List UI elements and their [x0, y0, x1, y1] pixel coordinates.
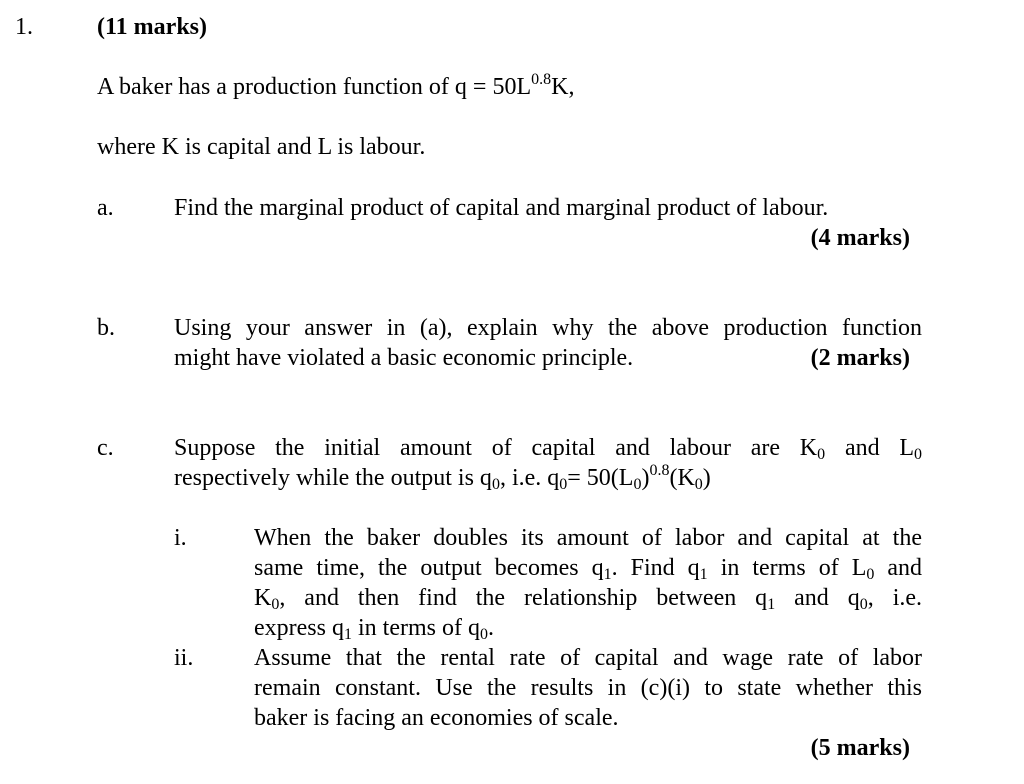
part-c-marks: (5 marks) [810, 735, 910, 761]
part-c-text: ) [641, 465, 650, 491]
part-c-ii-line-3: baker is facing an economies of scale. [254, 705, 619, 731]
part-b-line-1: Using your answer in (a), explain why the above production function [174, 315, 922, 341]
subscript: 0 [559, 476, 568, 493]
question-number: 1. [15, 14, 33, 40]
intro-text: A baker has a production function of q = 50L [97, 74, 532, 100]
exponent: 0.8 [649, 462, 670, 479]
subscript: 0 [479, 626, 488, 643]
part-c-i-line-3 [254, 583, 922, 616]
subscript: 0 [694, 476, 703, 493]
part-c-i-line-2 [254, 553, 922, 586]
part-c-text: = 50(L [567, 465, 634, 491]
subscript: 1 [343, 626, 352, 643]
subscript: 0 [491, 476, 500, 493]
part-a-label: a. [97, 195, 114, 221]
intro-line-1 [97, 72, 574, 105]
subscript: 0 [914, 446, 923, 463]
subscript: 1 [699, 566, 708, 583]
part-c-i-text: . Find q [611, 555, 700, 581]
part-c-i-text: in terms of q [357, 615, 480, 641]
part-a-text: Find the marginal product of capital and marginal product of labour. [174, 195, 829, 221]
subscript: 0 [271, 596, 280, 613]
intro-line-2: where K is capital and L is labour. [97, 134, 426, 160]
part-b-label: b. [97, 315, 115, 341]
part-c-i-text: same time, the output becomes q [254, 555, 604, 581]
part-c-ii-line-2: remain constant. Use the results in (c)(i) to state whether this [254, 675, 922, 701]
part-c-text-a: Suppose the initial amount of capital and labour are K [174, 435, 818, 461]
subscript: 1 [767, 596, 776, 613]
part-c-i-line-4 [254, 613, 494, 646]
part-c-i-text: , and then find the relationship between q [279, 585, 768, 611]
question-marks: (11 marks) [97, 14, 207, 40]
part-b-line-2: might have violated a basic economic principle. [174, 345, 634, 371]
part-c-i-line-1: When the baker doubles its amount of labor and capital at the [254, 525, 922, 551]
subscript: 0 [633, 476, 642, 493]
part-c-text-b: and L [844, 435, 915, 461]
part-c-ii-label: ii. [174, 645, 194, 671]
part-c-ii-line-1: Assume that the rental rate of capital and wage rate of labor [254, 645, 922, 671]
part-c-text: respectively while the output is q [174, 465, 492, 491]
part-c-i-text: and [887, 555, 923, 581]
part-c-line-2 [174, 463, 711, 496]
intro-exponent: 0.8 [531, 71, 552, 88]
part-a-marks: (4 marks) [810, 225, 910, 251]
part-c-i-text: in terms of L [720, 555, 867, 581]
subscript: 0 [859, 596, 868, 613]
part-c-i-text: , i.e. [867, 585, 923, 611]
part-b-marks: (2 marks) [810, 345, 910, 371]
part-c-text: ) [702, 465, 711, 491]
part-c-text: (K [669, 465, 695, 491]
part-c-i-label: i. [174, 525, 187, 551]
subscript: 1 [603, 566, 612, 583]
part-c-text: , i.e. q [499, 465, 560, 491]
part-c-label: c. [97, 435, 114, 461]
intro-suffix: K, [551, 74, 575, 100]
part-c-i-text: express q [254, 615, 344, 641]
subscript: 0 [866, 566, 875, 583]
part-c-i-text: . [487, 615, 494, 641]
subscript: 0 [817, 446, 826, 463]
part-c-line-1 [174, 433, 922, 466]
part-c-i-text: and q [794, 585, 860, 611]
part-c-i-text: K [254, 585, 272, 611]
